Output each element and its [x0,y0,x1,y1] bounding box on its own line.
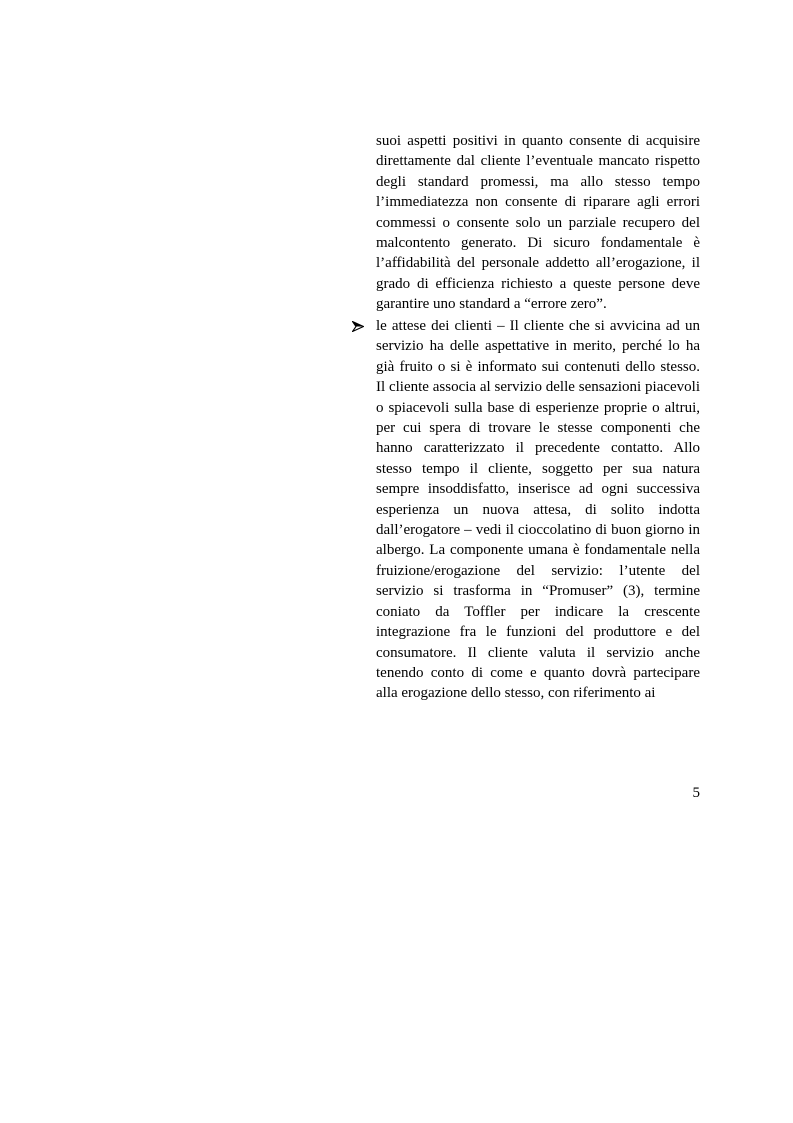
page-number: 5 [692,785,700,801]
bullet-item-text: le attese dei clienti – Il cliente che si avvicina ad un servizio ha delle aspettative in merito, perché lo ha già fruito o si è informato sui contenuti dello stesso. Il cliente associa al servizio delle sensazioni piacevoli o spiacevoli sulla base di esperienze proprie o altrui, per cui spera di trovare le stesse componenti che hanno caratterizzato il precedente contatto. Allo stesso tempo il cliente, soggetto per sua natura sempre insoddisfatto, inserisce ad ogni successiva esperienza un nuova attesa, di solito indotta dall’erogatore – vedi il cioccolatino di buon giorno in albergo. La componente umana è fondamentale nella fruizione/erogazione del servizio: l’utente del servizio si trasforma in “Promuser” (3), termine coniato da Toffler per indicare la crescente integrazione fra le funzioni del produttore e del consumatore. Il cliente valuta il servizio anche tenendo conto di come e quanto dovrà partecipare alla erogazione dello stesso, con riferimento ai [376,318,700,702]
arrowhead-bullet-icon [352,316,366,336]
bullet-list-item [376,316,700,704]
paragraph-continuation: suoi aspetti positivi in quanto consente di acquisire direttamente dal cliente l’eventuale mancato rispetto degli standard promessi, ma allo stesso tempo l’immediatezza non consente di riparare agli errori commessi o consente solo un parziale recupero del malcontento generato. Di sicuro fondamentale è l’affidabilità del personale addetto all’erogazione, il grado di efficienza richiesto a queste persone deve garantire uno standard a “errore zero”. [376,133,700,313]
